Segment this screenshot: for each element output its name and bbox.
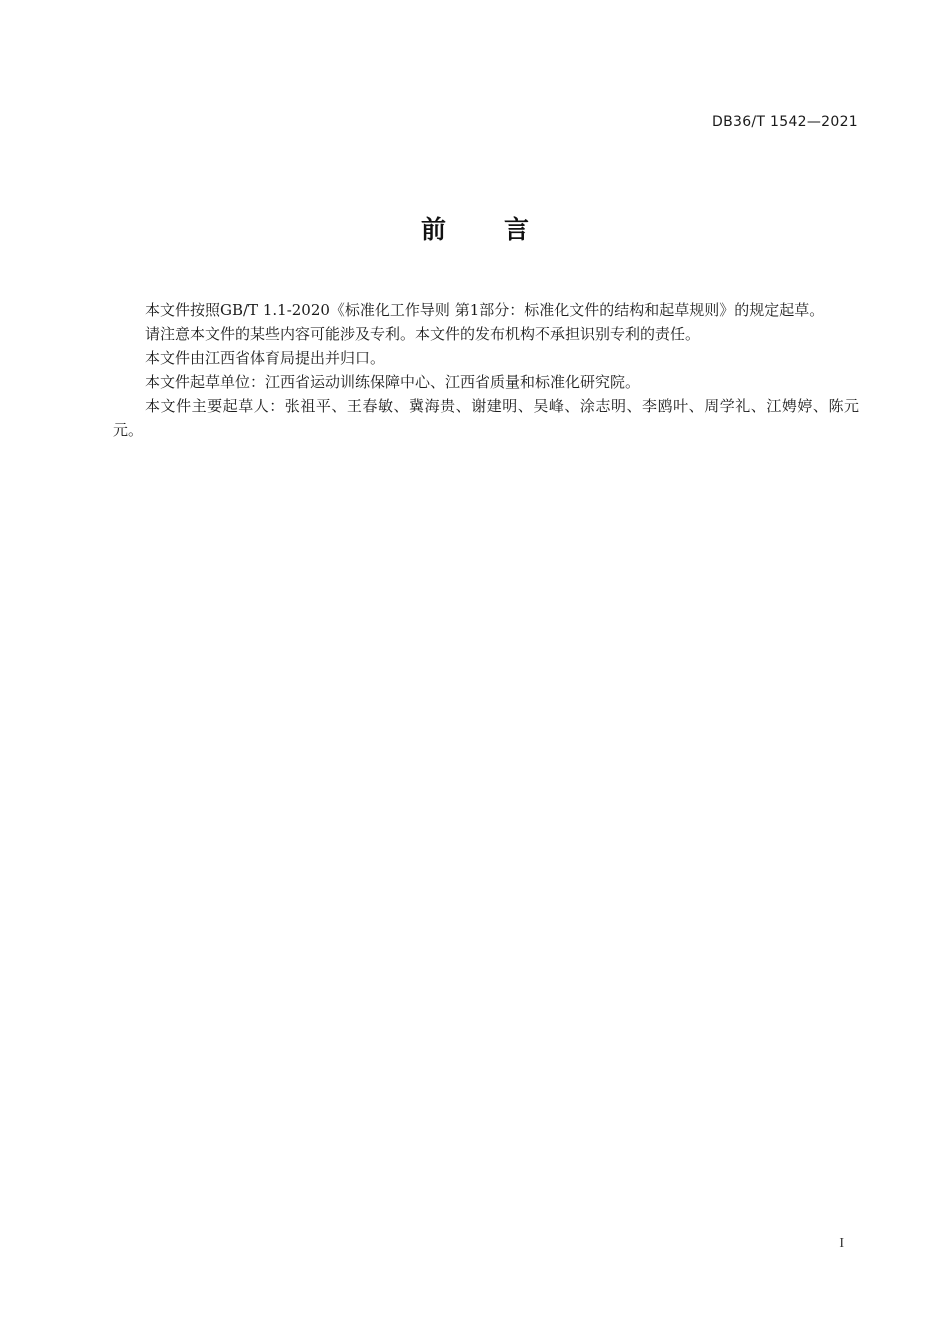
page-title: 前言 (420, 215, 587, 244)
document-code: DB36/T 1542—2021 (712, 114, 858, 130)
paragraph-drafting-units: 本文件起草单位：江西省运动训练保障中心、江西省质量和标准化研究院。 (145, 373, 641, 391)
page-number: I (839, 1236, 844, 1251)
paragraph-drafters: 本文件主要起草人：张祖平、王春敏、冀海贵、谢建明、吴峰、涂志明、李鸥叶、周学礼、江娉婷、陈元元。 (113, 397, 859, 439)
paragraph-patent-notice: 请注意本文件的某些内容可能涉及专利。本文件的发布机构不承担识别专利的责任。 (145, 325, 701, 343)
foreword-body (113, 298, 859, 442)
paragraph-proposer: 本文件由江西省体育局提出并归口。 (145, 349, 386, 367)
paragraph-standard-basis: 本文件按照GB/T 1.1-2020《标准化工作导则 第1部分：标准化文件的结构和起草规则》的规定起草。 (145, 301, 825, 319)
